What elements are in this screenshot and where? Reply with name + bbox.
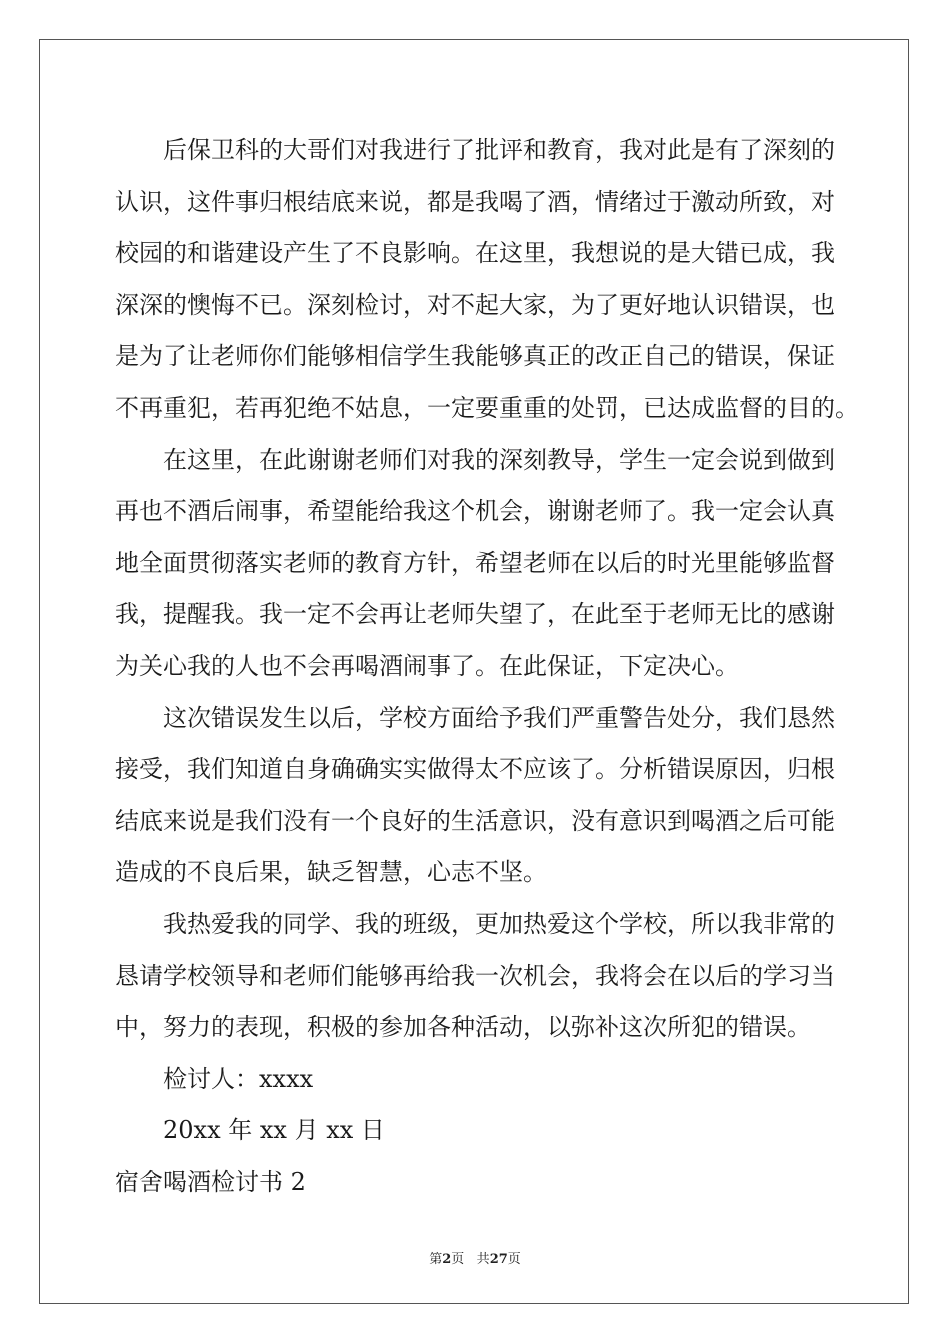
- footer-total-prefix: 共: [476, 1252, 490, 1267]
- text-line: 中，努力的表现，积极的参加各种活动，以弥补这次所犯的错误。: [115, 1013, 811, 1042]
- footer-page-suffix: 页: [451, 1252, 465, 1267]
- text-line: 在这里，在此谢谢老师们对我的深刻教导，学生一定会说到做到: [163, 445, 835, 474]
- text-line: 造成的不良后果，缺乏智慧，心志不坚。: [115, 858, 547, 887]
- text-line: 是为了让老师你们能够相信学生我能够真正的改正自己的错误，保证: [115, 342, 835, 371]
- text-line: 再也不酒后闹事，希望能给我这个机会，谢谢老师了。我一定会认真: [115, 497, 835, 526]
- footer-prefix: 第: [429, 1252, 443, 1267]
- footer-total-suffix: 页: [507, 1252, 521, 1267]
- text-line: 为关心我的人也不会再喝酒闹事了。在此保证，下定决心。: [115, 651, 739, 680]
- current-page-number: 2: [442, 1252, 452, 1267]
- text-line: 这次错误发生以后，学校方面给予我们严重警告处分，我们恳然: [163, 703, 835, 732]
- text-line: 后保卫科的大哥们对我进行了批评和教育，我对此是有了深刻的: [163, 136, 835, 164]
- page-footer: [0, 1248, 950, 1267]
- date-line: 20xx 年 xx 月 xx 日: [163, 1116, 385, 1145]
- text-line: 恳请学校领导和老师们能够再给我一次机会，我将会在以后的学习当: [115, 961, 835, 990]
- text-line: 接受，我们知道自身确确实实做得太不应该了。分析错误原因，归根: [115, 755, 835, 784]
- document-body: [115, 125, 859, 1208]
- text-line: 我，提醒我。我一定不会再让老师失望了，在此至于老师无比的感谢: [115, 600, 835, 629]
- text-line: 结底来说是我们没有一个良好的生活意识，没有意识到喝酒之后可能: [115, 806, 835, 835]
- text-line: 校园的和谐建设产生了不良影响。在这里，我想说的是大错已成，我: [115, 239, 835, 268]
- text-line: 认识，这件事归根结底来说，都是我喝了酒，情绪过于激动所致，对: [115, 187, 835, 216]
- next-section-title: 宿舍喝酒检讨书 2: [115, 1167, 306, 1196]
- text-line: 地全面贯彻落实老师的教育方针，希望老师在以后的时光里能够监督: [115, 548, 835, 577]
- text-line: 不再重犯，若再犯绝不姑息，一定要重重的处罚，已达成监督的目的。: [115, 393, 859, 422]
- total-page-count: 27: [489, 1252, 508, 1267]
- signature-line: 检讨人：xxxx: [163, 1064, 314, 1093]
- text-line: 我热爱我的同学、我的班级，更加热爱这个学校，所以我非常的: [163, 909, 835, 938]
- text-line: 深深的懊悔不已。深刻检讨，对不起大家，为了更好地认识错误，也: [115, 290, 835, 319]
